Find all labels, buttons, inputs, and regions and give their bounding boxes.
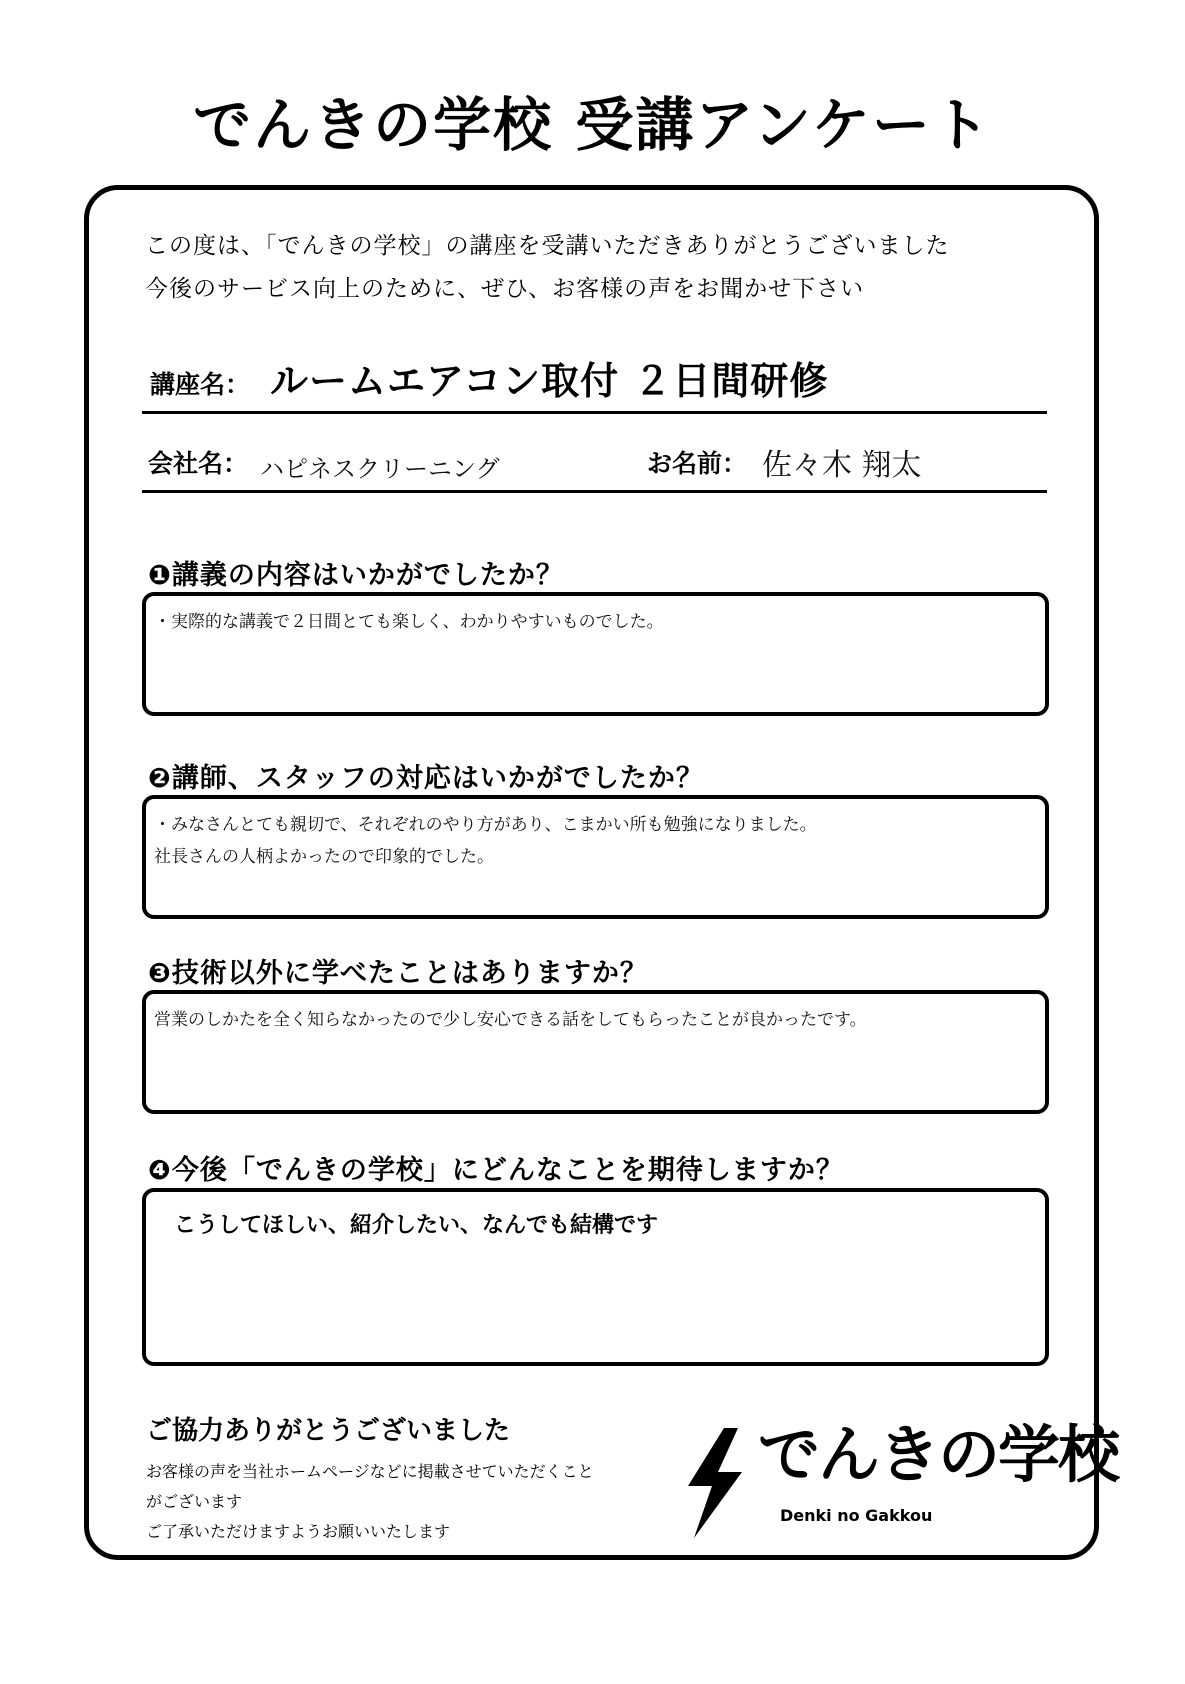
intro-text <box>145 225 950 311</box>
course-label: 講座名： <box>150 370 251 399</box>
question-2-answer-box[interactable] <box>142 795 1049 919</box>
info-row <box>142 438 1047 493</box>
brand-logo <box>680 1418 1119 1545</box>
thanks-heading: ご協力ありがとうございました <box>146 1416 511 1446</box>
lightning-bolt-icon <box>680 1428 750 1538</box>
question-3-title: ❸技術以外に学べたことはありますか？ <box>148 958 648 989</box>
notice-line-2: がございます <box>146 1492 243 1511</box>
question-2-answer-line-2: 社長さんの人柄よかったので印象的でした。 <box>154 847 494 867</box>
question-1-answer-box[interactable] <box>142 592 1049 716</box>
question-2-answer-line-1: ・みなさんとても親切で、それぞれのやり方があり、こまかい所も勉強になりました。 <box>154 815 817 835</box>
page-title: でんきの学校 受講アンケート <box>193 91 992 159</box>
question-1-answer-line-1: ・実際的な講義で２日間とても楽しく、わかりやすいものでした。 <box>154 612 664 632</box>
question-3-answer-line-1: 営業のしかたを全く知らなかったので少し安心できる話をしてもらったことが良かったです。 <box>154 1010 867 1030</box>
name-field[interactable]: 佐々木 翔太 <box>762 448 922 483</box>
company-label: 会社名： <box>148 449 249 478</box>
question-3-answer-box[interactable] <box>142 990 1049 1114</box>
question-4-title: ❹今後「でんきの学校」にどんなことを期待しますか？ <box>148 1155 844 1186</box>
notice-line-3: ご了承いただけますようお願いいたします <box>146 1522 451 1541</box>
intro-line-2: 今後のサービス向上のために、ぜひ、お客様の声をお聞かせ下さい <box>145 276 865 302</box>
question-2-title: ❷講師、スタッフの対応はいかがでしたか？ <box>148 763 704 794</box>
notice-line-1: お客様の声を当社ホームページなどに掲載させていただくこと <box>146 1462 594 1481</box>
question-4-placeholder: こうしてほしい、紹介したい、なんでも結構です <box>174 1213 659 1238</box>
course-row <box>142 355 1047 414</box>
question-1-title: ❶講義の内容はいかがでしたか？ <box>148 560 564 591</box>
logo-text: でんきの学校 <box>758 1418 1119 1491</box>
company-field[interactable]: ハピネスクリーニング <box>260 455 500 483</box>
logo-subtext: Denki no Gakkou <box>780 1506 933 1525</box>
course-name: ルームエアコン取付 ２日間研修 <box>270 359 829 403</box>
publication-notice <box>146 1457 594 1547</box>
question-4-answer-box[interactable] <box>142 1188 1049 1366</box>
name-label: お名前： <box>647 449 748 478</box>
intro-line-1: この度は、「でんきの学校」の講座を受講いただきありがとうございました <box>145 233 950 259</box>
